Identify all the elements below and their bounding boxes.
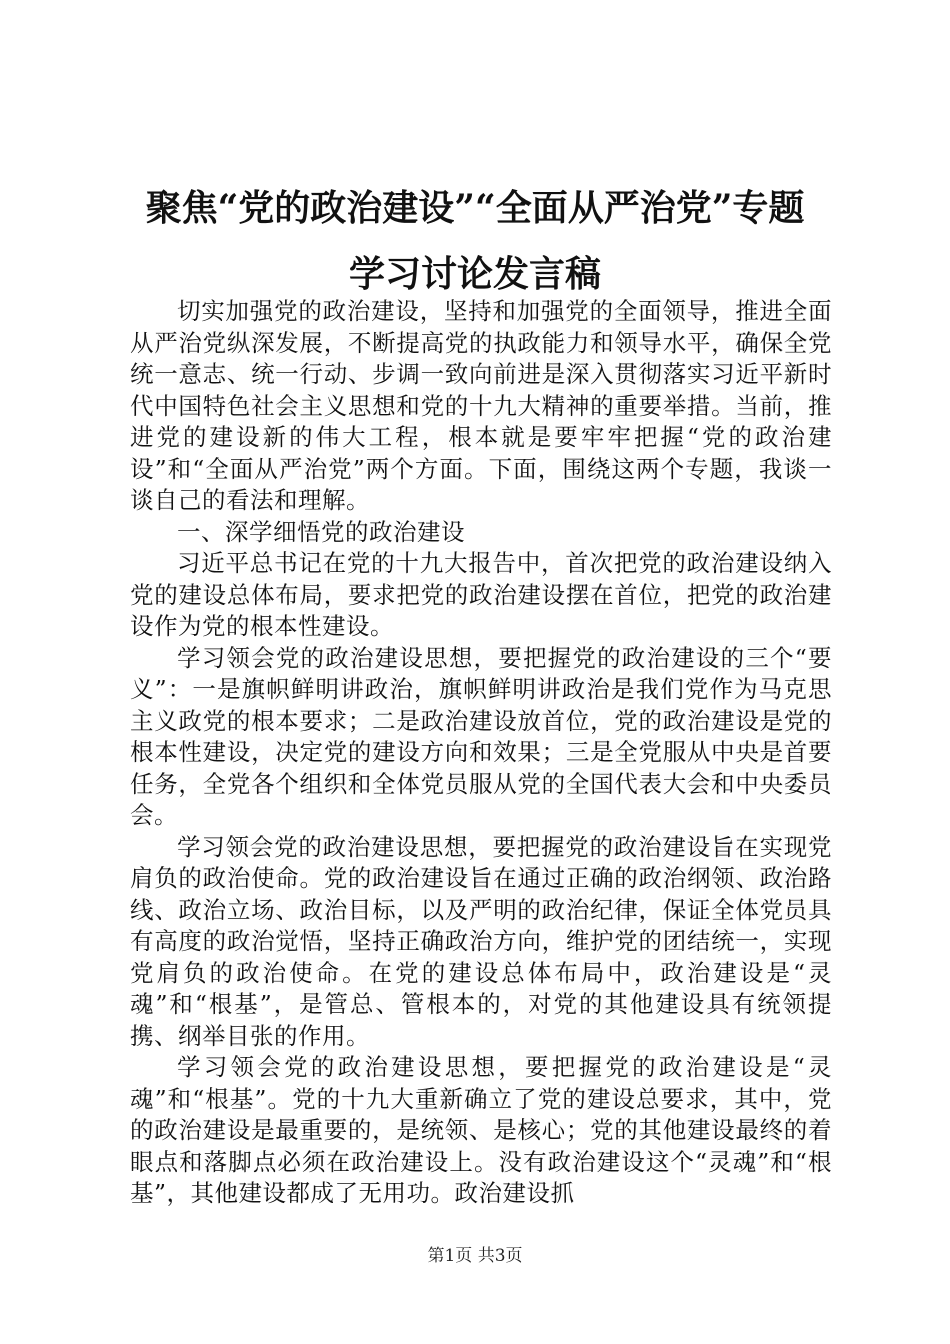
paragraph-intro: 切实加强党的政治建设，坚持和加强党的全面领导，推进全面从严治党纵深发展，不断提高党的执政能力和领导水平，确保全党统一意志、统一行动、步调一致向前进是深入贯彻落实习近平新时代中国特色社会主义思想和党的十九大精神的重要举措。当前，推进党的建设新的伟大工程，根本就是要牢牢把握“党的政治建设”和“全面从严治党”两个方面。下面，围绕这两个专题，我谈一谈自己的看法和理解。	[130, 297, 832, 514]
section-heading-1: 一、深学细悟党的政治建设	[177, 517, 465, 546]
paragraph: 学习领会党的政治建设思想，要把握党的政治建设旨在实现党肩负的政治使命。党的政治建设旨在通过正确的政治纲领、政治路线、政治立场、政治目标，以及严明的政治纪律，保证全体党员具有高度的政治觉悟，坚持正确政治方向，维护党的团结统一，实现党肩负的政治使命。在党的建设总体布局中，政治建设是“灵魂”和“根基”，是管总、管根本的，对党的其他建设具有统领提携、纲举目张的作用。	[130, 832, 832, 1050]
page-footer: 第1页 共3页	[427, 1246, 523, 1266]
paragraph: 习近平总书记在党的十九大报告中，首次把党的政治建设纳入党的建设总体布局，要求把党的政治建设摆在首位，把党的政治建设作为党的根本性建设。	[130, 549, 832, 640]
document-title-line-2: 学习讨论发言稿	[348, 253, 601, 295]
paragraph: 学习领会党的政治建设思想，要把握党的政治建设的三个“要义”：一是旗帜鲜明讲政治，旗帜鲜明讲政治是我们党作为马克思主义政党的根本要求；二是政治建设放首位，党的政治建设是党的根本性建设，决定党的建设方向和效果；三是全党服从中央是首要任务，全党各个组织和全体党员服从党的全国代表大会和中央委员会。	[130, 643, 832, 829]
document-title-line-1: 聚焦“党的政治建设”“全面从严治党”专题	[145, 187, 805, 229]
document-body	[130, 296, 832, 1210]
paragraph: 学习领会党的政治建设思想，要把握党的政治建设是“灵魂”和“根基”。党的十九大重新确立了党的建设总要求，其中，党的政治建设是最重要的，是统领、是核心；党的其他建设最终的着眼点和落脚点必须在政治建设上。没有政治建设这个“灵魂”和“根基”，其他建设都成了无用功。政治建设抓	[130, 1053, 832, 1207]
